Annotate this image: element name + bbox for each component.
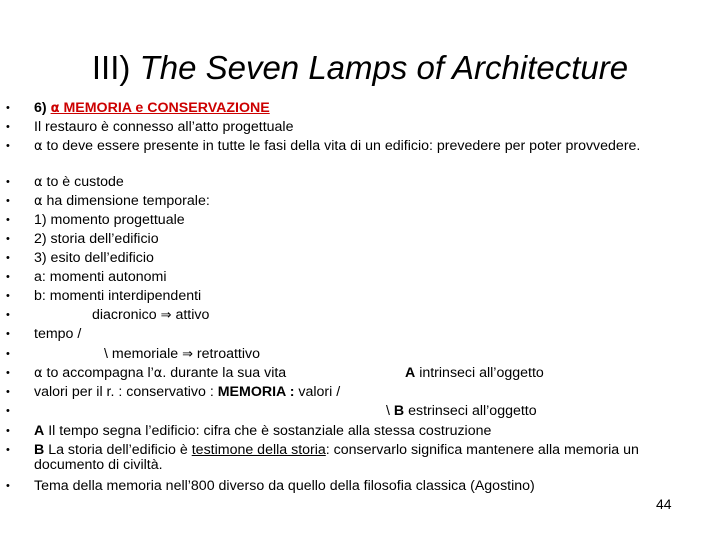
bullet-icon: • — [6, 405, 10, 417]
bullet-icon: • — [6, 140, 10, 152]
item-text: Il restauro è connesso all’atto progettuale — [34, 119, 294, 135]
bullet-icon: • — [6, 328, 10, 340]
item-text: 1) momento progettuale — [34, 212, 185, 228]
bullet-icon: • — [6, 309, 10, 321]
item-text: Tema della memoria nell’800 diverso da quello della filosofia classica (Agostino) — [34, 478, 535, 494]
page-number: 44 — [656, 496, 672, 512]
item-text: a: momenti autonomi — [34, 269, 167, 285]
bullet-icon: • — [6, 176, 10, 188]
item-text: A Il tempo segna l’edificio: cifra che è sostanziale alla stessa costruzione — [34, 423, 492, 439]
item-text: \ memoriale ⇒ retroattivo — [104, 346, 261, 362]
bullet-icon: • — [6, 214, 10, 226]
item-text: b: momenti interdipendenti — [34, 288, 202, 304]
item-text: α ha dimensione temporale: — [34, 193, 210, 209]
bullet-icon: • — [6, 290, 10, 302]
item-text: valori per il r. : conservativo : MEMORIA : valori / — [34, 384, 341, 400]
item-text: α to è custode — [34, 174, 124, 190]
item-text: α to deve essere presente in tutte le fasi della vita di un edificio: prevedere per poter provvedere. — [34, 138, 641, 154]
item-text: tempo / — [34, 326, 82, 342]
bullet-icon: • — [6, 252, 10, 264]
item-text-right: A intrinseci all’oggetto — [405, 365, 544, 381]
item-text: \ B estrinseci all’oggetto — [386, 403, 537, 419]
bullet-icon: • — [6, 444, 10, 456]
bullet-icon: • — [6, 233, 10, 245]
bullet-icon: • — [6, 121, 10, 133]
bullet-icon: • — [6, 271, 10, 283]
bullet-icon: • — [6, 386, 10, 398]
item-text: α to accompagna l’α. durante la sua vita — [34, 365, 287, 381]
implies-arrow-icon: ⇒ — [182, 347, 193, 362]
bullet-icon: • — [6, 195, 10, 207]
item-text: 2) storia dell’edificio — [34, 231, 159, 247]
bullet-icon: • — [6, 367, 10, 379]
bullet-icon: • — [6, 348, 10, 360]
item-text: diacronico ⇒ attivo — [92, 307, 210, 323]
item-memoria-heading: 6) α MEMORIA e CONSERVAZIONE — [34, 100, 270, 116]
item-text: 3) esito dell’edificio — [34, 250, 154, 266]
implies-arrow-icon: ⇒ — [160, 308, 172, 323]
title-prefix: III) — [91, 49, 131, 86]
bullet-icon: • — [6, 102, 10, 114]
item-text: B La storia dell’edificio è testimone della storia: conservarlo significa mantenere alla memoria un documento di civiltà. — [34, 442, 639, 473]
bullet-icon: • — [6, 480, 10, 492]
title-italic: The Seven Lamps of Architecture — [139, 49, 629, 86]
bullet-icon: • — [6, 425, 10, 437]
